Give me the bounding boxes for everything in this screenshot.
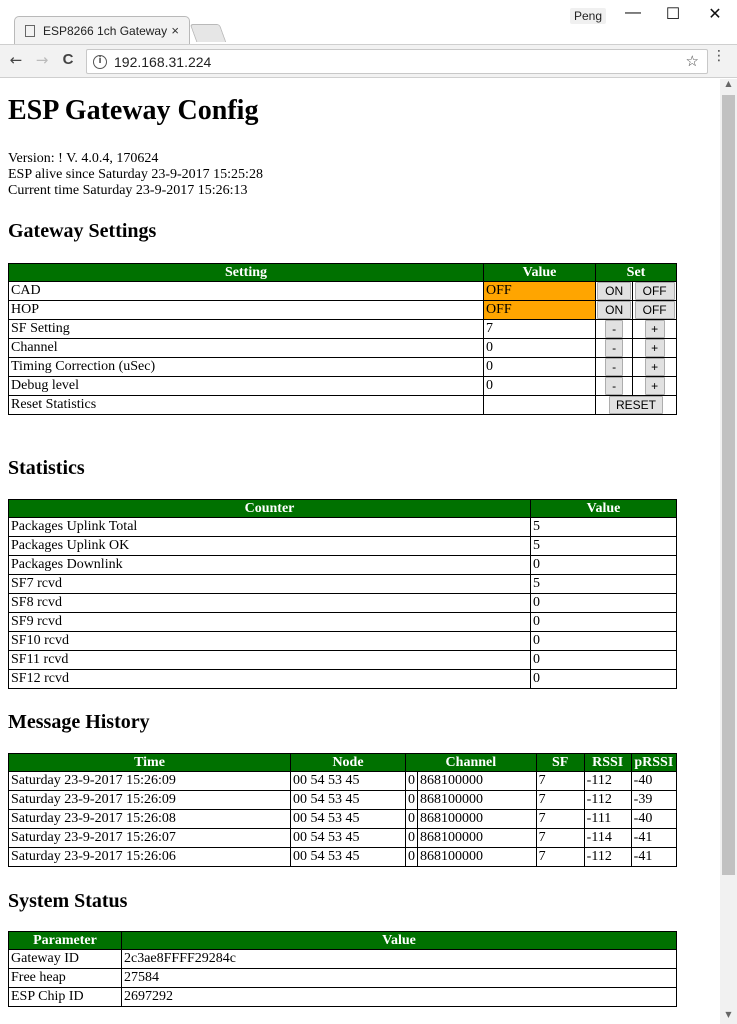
setting-header: Setting: [9, 264, 484, 282]
table-header-row: [9, 264, 677, 282]
hop-on-button[interactable]: ON: [597, 301, 631, 319]
minimize-icon[interactable]: —: [625, 4, 641, 21]
debug-label: Debug level: [9, 377, 484, 396]
reset-button[interactable]: RESET: [609, 396, 663, 414]
prssi-cell: -40: [631, 772, 676, 791]
time-header: Time: [9, 754, 291, 772]
table-row: [9, 829, 677, 848]
node-cell: 00 54 53 45: [291, 772, 406, 791]
prssi-cell: -40: [631, 810, 676, 829]
prssi-header: pRSSI: [631, 754, 676, 772]
counter-value-cell: 0: [531, 651, 677, 670]
table-row: [9, 848, 677, 867]
channel-value: 0: [484, 339, 596, 358]
table-row: [9, 396, 677, 415]
counter-cell: Packages Uplink OK: [9, 537, 531, 556]
channel-index-cell: 0: [406, 848, 418, 867]
rssi-cell: -111: [584, 810, 631, 829]
timing-plus-button[interactable]: +: [645, 358, 665, 376]
reset-label: Reset Statistics: [9, 396, 484, 415]
cad-off-button[interactable]: OFF: [635, 282, 675, 300]
sf-cell: 7: [536, 829, 584, 848]
version-info: [8, 151, 263, 199]
node-cell: 00 54 53 45: [291, 791, 406, 810]
sf-minus-button[interactable]: -: [605, 320, 623, 338]
counter-value-cell: 0: [531, 613, 677, 632]
sf-plus-button[interactable]: +: [645, 320, 665, 338]
prssi-cell: -39: [631, 791, 676, 810]
rssi-cell: -114: [584, 829, 631, 848]
system-status-table: [8, 931, 677, 1007]
table-row: [9, 613, 677, 632]
parameter-value-cell: 27584: [122, 969, 677, 988]
system-status-heading: System Status: [8, 890, 128, 912]
url-text: 192.168.31.224: [114, 53, 212, 70]
counter-value-cell: 5: [531, 575, 677, 594]
scroll-down-icon[interactable]: ▼: [725, 1010, 732, 1019]
table-row: [9, 377, 677, 396]
cad-on-button[interactable]: ON: [597, 282, 631, 300]
profile-button[interactable]: Peng: [570, 8, 606, 24]
table-row: [9, 518, 677, 537]
sf-value: 7: [484, 320, 596, 339]
statistics-heading: Statistics: [8, 457, 85, 479]
table-row: [9, 339, 677, 358]
info-icon[interactable]: i: [93, 55, 107, 69]
table-header-row: [9, 500, 677, 518]
table-row: [9, 950, 677, 969]
channel-index-cell: 0: [406, 810, 418, 829]
close-tab-icon[interactable]: ×: [171, 23, 179, 38]
statistics-table: [8, 499, 677, 689]
table-row: [9, 969, 677, 988]
table-header-row: [9, 754, 677, 772]
document-icon: [25, 25, 35, 37]
message-history-heading: Message History: [8, 711, 150, 733]
parameter-cell: Gateway ID: [9, 950, 122, 969]
back-icon[interactable]: ←: [9, 51, 23, 69]
channel-plus-button[interactable]: +: [645, 339, 665, 357]
prssi-cell: -41: [631, 829, 676, 848]
channel-index-cell: 0: [406, 829, 418, 848]
channel-index-cell: 0: [406, 772, 418, 791]
rssi-header: RSSI: [584, 754, 631, 772]
table-row: [9, 632, 677, 651]
parameter-value-cell: 2c3ae8FFFF29284c: [122, 950, 677, 969]
version-text: Version: ! V. 4.0.4, 170624: [8, 151, 159, 166]
counter-header: Counter: [9, 500, 531, 518]
maximize-icon[interactable]: ☐: [665, 6, 681, 23]
value-header: Value: [484, 264, 596, 282]
timing-label: Timing Correction (uSec): [9, 358, 484, 377]
channel-label: Channel: [9, 339, 484, 358]
rssi-cell: -112: [584, 848, 631, 867]
table-row: [9, 556, 677, 575]
prssi-cell: -41: [631, 848, 676, 867]
bookmark-star-icon[interactable]: ☆: [685, 52, 699, 70]
time-cell: Saturday 23-9-2017 15:26:09: [9, 772, 291, 791]
time-cell: Saturday 23-9-2017 15:26:07: [9, 829, 291, 848]
sf-cell: 7: [536, 791, 584, 810]
counter-value-cell: 0: [531, 556, 677, 575]
table-row: [9, 320, 677, 339]
message-history-table: [8, 753, 677, 867]
stat-value-header: Value: [531, 500, 677, 518]
table-row: [9, 537, 677, 556]
timing-value: 0: [484, 358, 596, 377]
parameter-cell: ESP Chip ID: [9, 988, 122, 1007]
rssi-cell: -112: [584, 791, 631, 810]
alive-since-text: ESP alive since Saturday 23-9-2017 15:25:28: [8, 167, 263, 182]
debug-value: 0: [484, 377, 596, 396]
sf-cell: 7: [536, 772, 584, 791]
counter-cell: SF12 rcvd: [9, 670, 531, 689]
address-bar[interactable]: [86, 49, 708, 74]
table-row: [9, 810, 677, 829]
table-row: [9, 791, 677, 810]
frequency-cell: 868100000: [418, 772, 537, 791]
table-row: [9, 575, 677, 594]
sf-header: SF: [536, 754, 584, 772]
time-cell: Saturday 23-9-2017 15:26:08: [9, 810, 291, 829]
time-cell: Saturday 23-9-2017 15:26:09: [9, 791, 291, 810]
frequency-cell: 868100000: [418, 848, 537, 867]
sf-cell: 7: [536, 848, 584, 867]
counter-cell: SF7 rcvd: [9, 575, 531, 594]
debug-plus-button[interactable]: +: [645, 377, 665, 395]
parameter-header: Parameter: [9, 932, 122, 950]
channel-header: Channel: [406, 754, 537, 772]
new-tab-button[interactable]: [190, 24, 227, 42]
close-window-icon[interactable]: ✕: [708, 6, 722, 23]
channel-index-cell: 0: [406, 791, 418, 810]
set-header: Set: [596, 264, 677, 282]
reset-value: [484, 396, 596, 415]
tab-title: ESP8266 1ch Gateway: [43, 23, 168, 38]
system-value-header: Value: [122, 932, 677, 950]
counter-cell: Packages Uplink Total: [9, 518, 531, 537]
sf-cell: 7: [536, 810, 584, 829]
table-row: [9, 594, 677, 613]
browser-toolbar: [0, 44, 737, 78]
counter-cell: Packages Downlink: [9, 556, 531, 575]
parameter-cell: Free heap: [9, 969, 122, 988]
node-cell: 00 54 53 45: [291, 810, 406, 829]
table-row: [9, 988, 677, 1007]
scroll-thumb[interactable]: [722, 95, 735, 875]
table-header-row: [9, 932, 677, 950]
cad-label: CAD: [9, 282, 484, 301]
table-row: [9, 282, 677, 301]
counter-cell: SF11 rcvd: [9, 651, 531, 670]
gateway-settings-heading: Gateway Settings: [8, 220, 157, 242]
gateway-settings-table: [8, 263, 677, 415]
node-header: Node: [291, 754, 406, 772]
current-time-text: Current time Saturday 23-9-2017 15:26:13: [8, 183, 248, 198]
counter-value-cell: 0: [531, 670, 677, 689]
counter-value-cell: 0: [531, 594, 677, 613]
table-row: [9, 651, 677, 670]
counter-cell: SF9 rcvd: [9, 613, 531, 632]
node-cell: 00 54 53 45: [291, 848, 406, 867]
frequency-cell: 868100000: [418, 829, 537, 848]
table-row: [9, 358, 677, 377]
reload-icon[interactable]: C: [62, 51, 74, 68]
counter-value-cell: 5: [531, 518, 677, 537]
browser-tab[interactable]: [14, 16, 190, 44]
rssi-cell: -112: [584, 772, 631, 791]
counter-value-cell: 5: [531, 537, 677, 556]
hop-label: HOP: [9, 301, 484, 320]
counter-cell: SF10 rcvd: [9, 632, 531, 651]
frequency-cell: 868100000: [418, 791, 537, 810]
page-title: ESP Gateway Config: [8, 95, 259, 126]
hop-off-button[interactable]: OFF: [635, 301, 675, 319]
node-cell: 00 54 53 45: [291, 829, 406, 848]
debug-minus-button[interactable]: -: [605, 377, 623, 395]
vertical-scrollbar[interactable]: [720, 79, 737, 1024]
frequency-cell: 868100000: [418, 810, 537, 829]
forward-icon[interactable]: →: [35, 51, 49, 69]
counter-value-cell: 0: [531, 632, 677, 651]
sf-label: SF Setting: [9, 320, 484, 339]
menu-icon[interactable]: ⋮: [712, 48, 726, 64]
parameter-value-cell: 2697292: [122, 988, 677, 1007]
timing-minus-button[interactable]: -: [605, 358, 623, 376]
table-row: [9, 772, 677, 791]
scroll-up-icon[interactable]: ▲: [725, 79, 732, 88]
table-row: [9, 301, 677, 320]
hop-value: OFF: [484, 301, 596, 320]
table-row: [9, 670, 677, 689]
channel-minus-button[interactable]: -: [605, 339, 623, 357]
time-cell: Saturday 23-9-2017 15:26:06: [9, 848, 291, 867]
browser-titlebar: [0, 0, 737, 44]
counter-cell: SF8 rcvd: [9, 594, 531, 613]
cad-value: OFF: [484, 282, 596, 301]
